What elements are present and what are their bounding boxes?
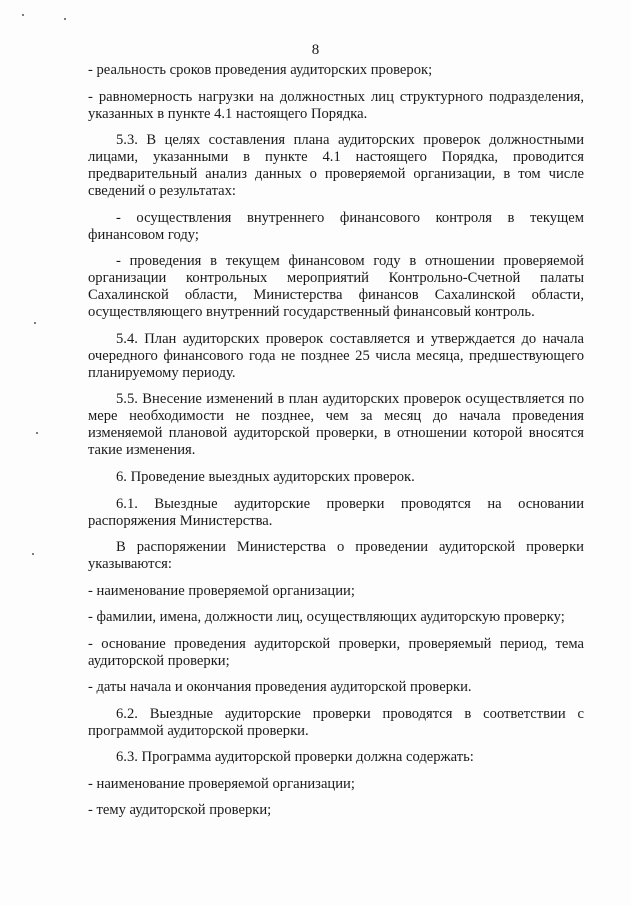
paragraph-7: 5.5. Внесение изменений в план аудиторских проверок осуществляется по мере необходимости не позднее, чем за месяц до начала проведения изменяемой плановой аудиторской проверки, в отношении которой вносятся такие изменения. (88, 391, 584, 458)
paragraph-2: - равномерность нагрузки на должностных лиц структурного подразделения, указанных в пункте 4.1 настоящего Порядка. (88, 88, 584, 122)
paragraph-6: 5.4. План аудиторских проверок составляется и утверждается до начала очередного финансового года не позднее 25 числа месяца, предшествующего планируемому периоду. (88, 330, 584, 381)
list-item-2: - фамилии, имена, должности лиц, осуществляющих аудиторскую проверку; (88, 609, 565, 625)
paragraph-16: 6.3. Программа аудиторской проверки должна содержать: (116, 749, 474, 765)
paragraph-9: 6.1. Выездные аудиторские проверки проводятся на основании распоряжения Министерства. (88, 495, 584, 529)
list-item-5: - наименование проверяемой организации; (88, 775, 355, 792)
scan-speck (22, 14, 24, 16)
scan-speck (32, 553, 34, 555)
paragraph-4: - осуществления внутреннего финансового контроля в текущем финансовом году; (88, 209, 584, 243)
paragraph-1: - реальность сроков проведения аудиторских проверок; (88, 62, 433, 78)
list-item-6: - тему аудиторской проверки; (88, 802, 272, 818)
paragraph-5: - проведения в текущем финансовом году в отношении проверяемой организации контрольных мероприятий Контрольно-Счетной палаты Сахалинской области, Министерства финансов Сахалинской области, осуществляющего внутренний государственный финансовый контроль. (88, 253, 584, 320)
paragraph-3: 5.3. В целях составления плана аудиторских проверок должностными лицами, указанными в пункте 4.1 настоящего Порядка, проводится предварительный анализ данных о проверяемой организации, в том числе сведений о результатах: (88, 132, 584, 199)
list-item-3: - основание проведения аудиторской проверки, проверяемый период, тема аудиторской проверки; (88, 635, 584, 669)
document-body (88, 62, 584, 829)
paragraph-10: В распоряжении Министерства о проведении аудиторской проверки указываются: (88, 539, 584, 572)
scan-speck (36, 432, 38, 434)
page-number: 8 (311, 42, 320, 58)
scan-speck (34, 322, 36, 324)
list-item-1: - наименование проверяемой организации; (88, 582, 355, 599)
scan-speck (64, 18, 66, 20)
list-item-4: - даты начала и окончания проведения аудиторской проверки. (88, 679, 472, 695)
section-heading-6: 6. Проведение выездных аудиторских проверок. (116, 468, 415, 485)
paragraph-15: 6.2. Выездные аудиторские проверки проводятся в соответствии с программой аудиторской проверки. (88, 705, 584, 739)
